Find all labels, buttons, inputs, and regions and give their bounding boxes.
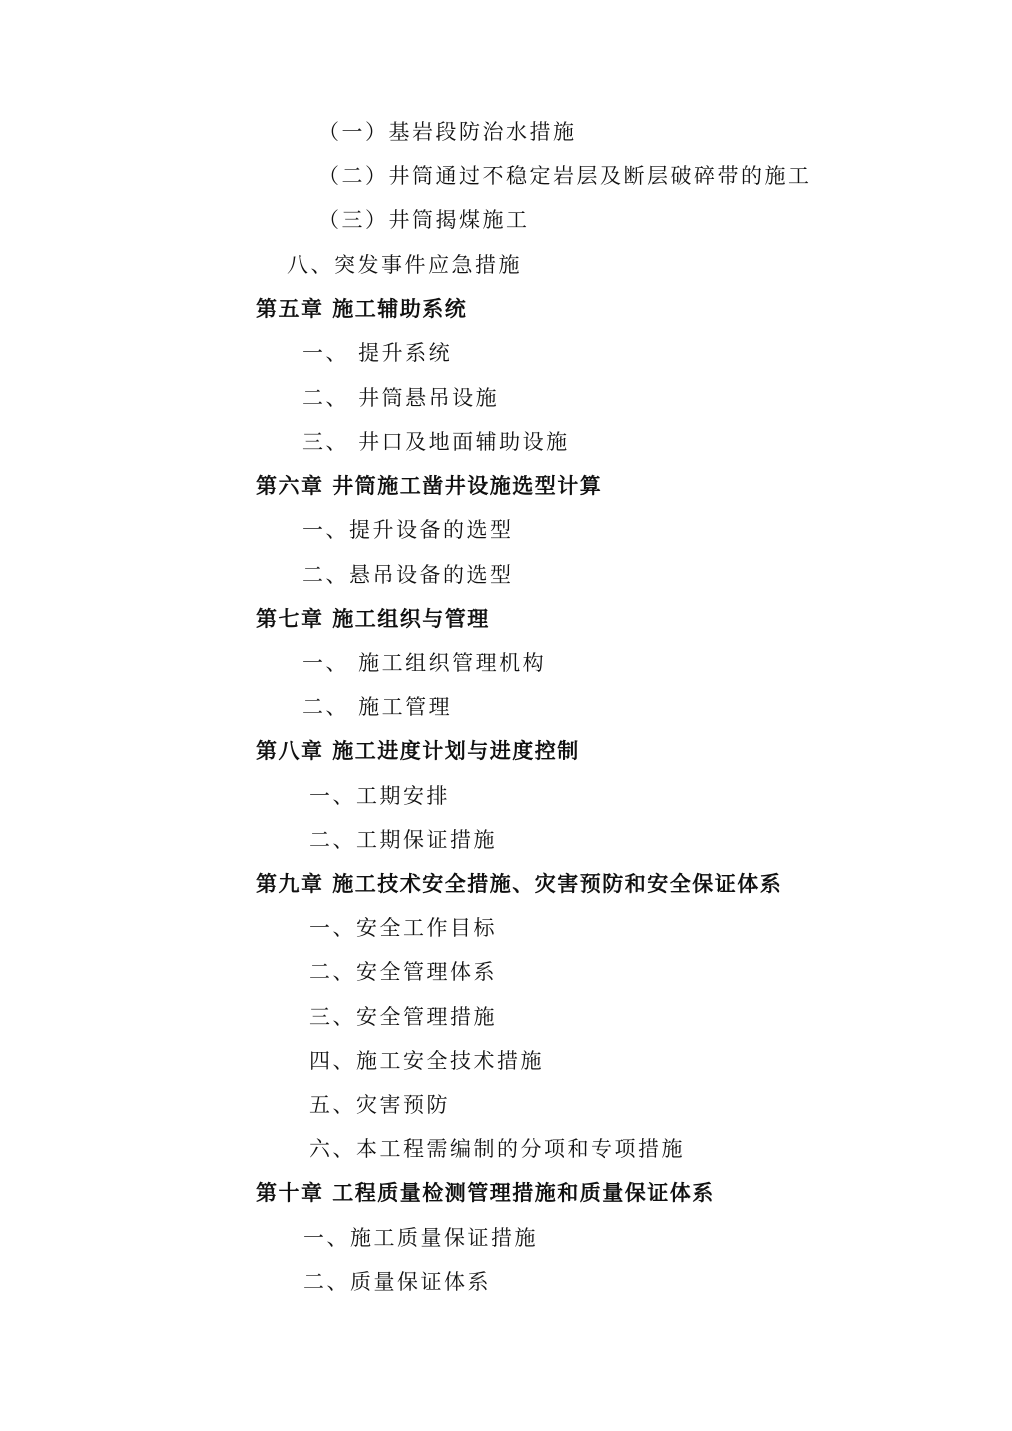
toc-section: 三、 井口及地面辅助设施 xyxy=(302,430,570,454)
toc-chapter-6: 第六章 井筒施工凿井设施选型计算 xyxy=(256,473,603,498)
toc-section: 一、安全工作目标 xyxy=(309,916,497,940)
toc-section: 一、工期安排 xyxy=(309,784,450,808)
toc-chapter-5: 第五章 施工辅助系统 xyxy=(256,296,468,321)
toc-section: 八、突发事件应急措施 xyxy=(287,253,522,277)
toc-chapter-10: 第十章 工程质量检测管理措施和质量保证体系 xyxy=(256,1180,715,1205)
toc-section: 二、工期保证措施 xyxy=(309,828,497,852)
toc-section: 二、质量保证体系 xyxy=(303,1270,491,1294)
toc-section: 一、施工质量保证措施 xyxy=(303,1226,538,1250)
toc-chapter-7: 第七章 施工组织与管理 xyxy=(256,606,490,631)
toc-section: 一、 施工组织管理机构 xyxy=(302,651,547,675)
toc-section: 二、 井筒悬吊设施 xyxy=(302,386,500,410)
toc-section: 五、灾害预防 xyxy=(309,1093,450,1117)
toc-subsection: （三）井筒揭煤施工 xyxy=(318,208,530,232)
toc-section: 二、 施工管理 xyxy=(302,695,453,719)
toc-section: 四、施工安全技术措施 xyxy=(309,1049,544,1073)
toc-chapter-8: 第八章 施工进度计划与进度控制 xyxy=(256,738,580,763)
toc-subsection: （一）基岩段防治水措施 xyxy=(318,120,577,144)
toc-section: 二、安全管理体系 xyxy=(309,960,497,984)
toc-chapter-9: 第九章 施工技术安全措施、灾害预防和安全保证体系 xyxy=(256,871,783,896)
toc-section: 三、安全管理措施 xyxy=(309,1005,497,1029)
toc-subsection: （二）井筒通过不稳定岩层及断层破碎带的施工 xyxy=(318,164,812,188)
toc-section: 二、悬吊设备的选型 xyxy=(302,563,514,587)
toc-section: 一、 提升系统 xyxy=(302,341,453,365)
toc-section: 六、本工程需编制的分项和专项措施 xyxy=(309,1137,685,1161)
toc-section: 一、提升设备的选型 xyxy=(302,518,514,542)
